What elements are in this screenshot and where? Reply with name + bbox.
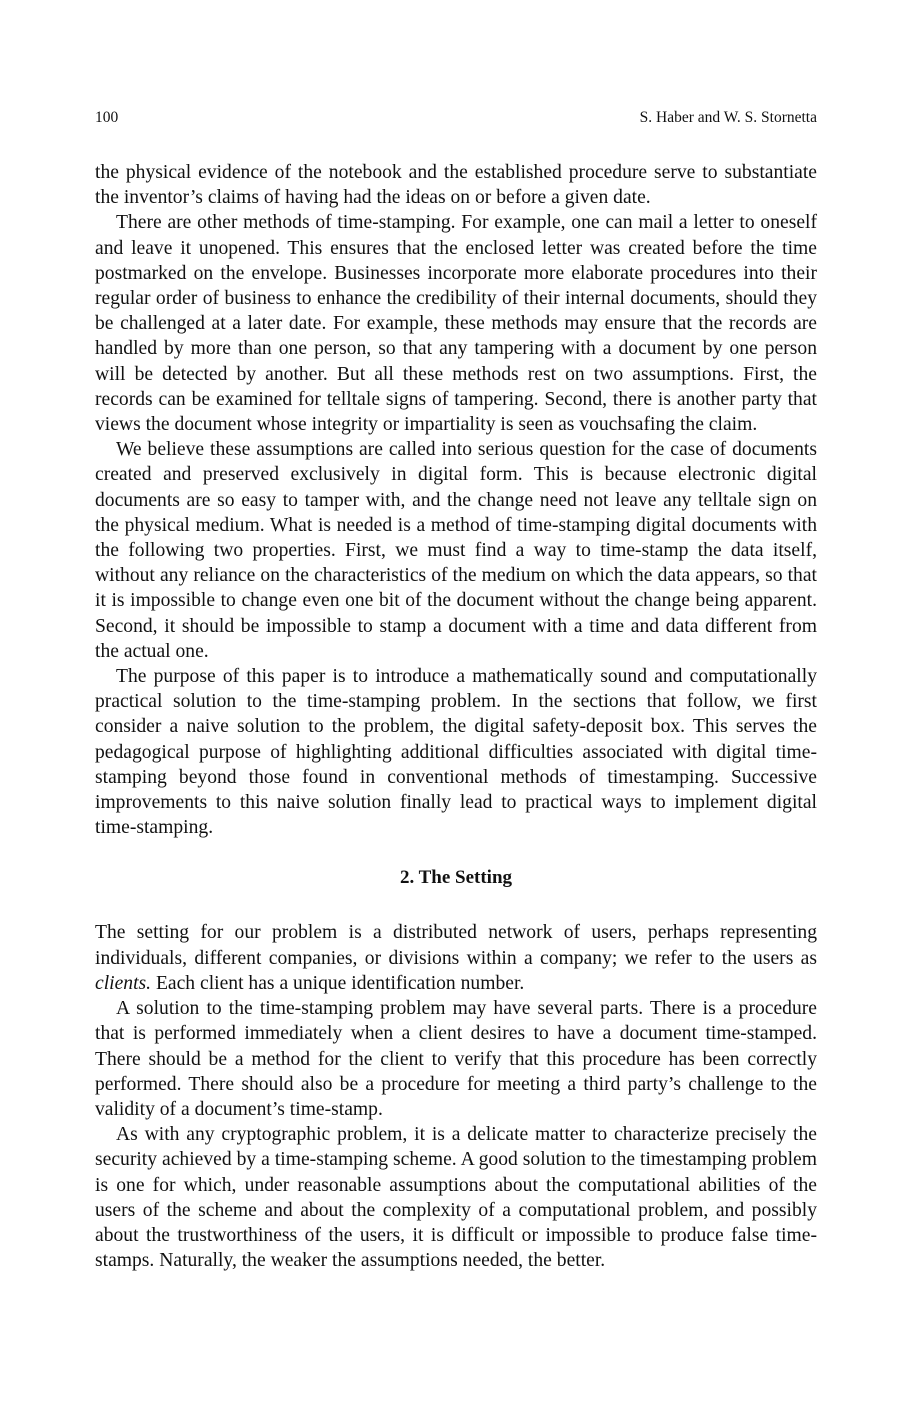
- paragraph-security: As with any cryptographic problem, it is a delicate matter to characterize precisely the security achieved by a time-stamping scheme. A good solution to the timestamping problem is one for which, under reasonable assumptions about the computational abilities of the users of the scheme and about the complexity of a computational problem, and possibly about the trustworthiness of the users, it is difficult or impossible to produce false time-stamps. Naturally, the weaker the assumptions needed, the better.: [95, 1124, 817, 1272]
- paragraph-assumptions: We believe these assumptions are called into serious question for the case of documents created and preserved exclusively in digital form. This is because electronic digital documents are so easy to tamper with, and the change need not leave any telltale sign on the physical medium. What is needed is a method of time-stamping digital documents with the following two properties. First, we must find a way to time-stamp the data itself, without any reliance on the characteristics of the medium on which the data appears, so that it is impossible to change even one bit of the document without the change being apparent. Second, it should be impossible to stamp a document with a time and data different from the actual one.: [95, 439, 817, 662]
- paragraph-setting: [95, 920, 817, 996]
- running-head: [95, 108, 817, 128]
- section-heading: 2. The Setting: [399, 867, 513, 889]
- setting-text-end: Each client has a unique identification number.: [151, 972, 525, 994]
- paragraph-continuation: the physical evidence of the notebook and the established procedure serve to substantiate the inventor’s claims of having had the ideas on or before a given date.: [95, 162, 817, 209]
- page-number: 100: [95, 109, 119, 126]
- paragraph-other-methods: There are other methods of time-stamping. For example, one can mail a letter to oneself and leave it unopened. This ensures that the enclosed letter was created before the time postmarked on the envelope. Businesses incorporate more elaborate procedures into their regular order of business to enhance the credibility of their internal documents, should they be challenged at a later date. For example, these methods may ensure that the records are handled by more than one person, so that any tampering with a document by one person will be detected by another. But all these methods rest on two assumptions. First, the records can be examined for telltale signs of tampering. Second, there is another party that views the document whose integrity or impartiality is seen as vouchsafing the claim.: [95, 212, 817, 436]
- page: [95, 108, 817, 1273]
- paragraph-purpose: The purpose of this paper is to introduce a mathematically sound and computationally practical solution to the time-stamping problem. In the sections that follow, we first consider a naive solution to the problem, the digital safety-deposit box. This serves the pedagogical purpose of highlighting additional difficulties associated with digital time-stamping beyond those found in conventional methods of timestamping. Successive improvements to this naive solution finally lead to practical ways to implement digital time-stamping.: [95, 666, 817, 839]
- setting-text-start: The setting for our problem is a distributed network of users, perhaps representing individuals, different companies, or divisions within a company; we refer to the users as: [95, 922, 817, 969]
- paragraph-solution-parts: A solution to the time-stamping problem may have several parts. There is a procedure that is performed immediately when a client desires to have a document time-stamped. There should be a method for the client to verify that this procedure has been correctly performed. There should also be a procedure for meeting a third party’s challenge to the validity of a document’s time-stamp.: [95, 998, 817, 1120]
- clients-term: clients.: [95, 972, 152, 994]
- running-head-authors: S. Haber and W. S. Stornetta: [639, 109, 817, 126]
